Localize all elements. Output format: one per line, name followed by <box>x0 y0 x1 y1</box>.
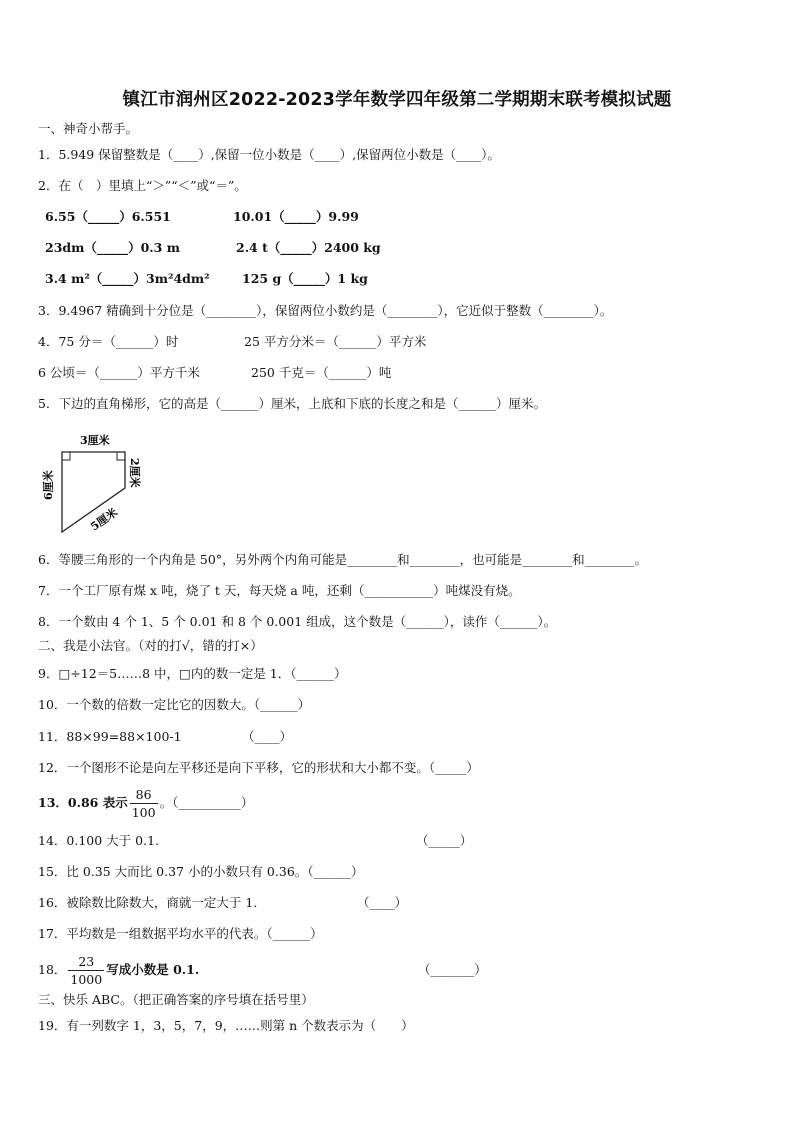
question-2: 2．在（ ）里填上“＞”“＜”或“＝”。 <box>38 178 247 193</box>
q18-suffix: 写成小数是 0.1. <box>106 962 200 977</box>
question-18 <box>38 950 199 990</box>
q18-numerator: 23 <box>68 953 104 971</box>
question-4d: 250 千克＝（______）吨 <box>251 365 392 380</box>
question-10: 10．一个数的倍数一定比它的因数大。（______） <box>38 697 311 712</box>
q2-row-2b: 2.4 t（_____）2400 kg <box>236 240 381 255</box>
question-6: 6．等腰三角形的一个内角是 50°，另外两个内角可能是________和________，也可能是________和________。 <box>38 552 648 567</box>
section-2-heading: 二、我是小法官。（对的打√，错的打×） <box>38 638 263 653</box>
q2-row-1b: 10.01（_____）9.99 <box>233 209 359 224</box>
q2-row-3a: 3.4 m²（_____）3m²4dm² <box>45 271 210 286</box>
question-16: 16．被除数比除数大，商就一定大于 1. <box>38 895 258 910</box>
question-11: 11．88×99=88×100-1 <box>38 729 182 744</box>
question-9: 9．□÷12＝5……8 中，□内的数一定是 1．（______） <box>38 666 347 681</box>
question-4c: 6 公顷＝（______）平方千米 <box>38 365 200 380</box>
q18-denominator: 1000 <box>70 972 103 987</box>
question-16-blank: （____） <box>357 895 408 910</box>
q13-fraction <box>130 786 158 821</box>
q13-denominator: 100 <box>131 805 156 820</box>
question-7: 7．一个工厂原有煤 x 吨，烧了 t 天，每天烧 a 吨，还剩（___________）吨煤没有烧。 <box>38 583 521 598</box>
section-3-heading: 三、快乐 ABC。（把正确答案的序号填在括号里） <box>38 992 314 1007</box>
label-slant: 5厘米 <box>88 505 121 534</box>
question-8: 8．一个数由 4 个 1、5 个 0.01 和 8 个 0.001 组成，这个数是（______），读作（______）。 <box>38 614 557 629</box>
q13-prefix: 13．0.86 表示 <box>38 795 128 810</box>
q2-row-1a: 6.55（_____）6.551 <box>45 209 171 224</box>
label-left: 6厘米 <box>42 470 55 500</box>
question-18-blank: （_______） <box>418 962 487 977</box>
question-3: 3．9.4967 精确到十分位是（________），保留两位小数约是（________），它近似于整数（________）。 <box>38 303 613 318</box>
question-4a: 4．75 分＝（______）时 <box>38 334 179 349</box>
question-14-blank: （_____） <box>416 833 473 848</box>
q2-row-2a: 23dm（_____）0.3 m <box>45 240 180 255</box>
question-5: 5．下边的直角梯形，它的高是（______）厘米，上底和下底的长度之和是（______）厘米。 <box>38 396 546 411</box>
q18-prefix: 18． <box>38 962 67 977</box>
right-angle-top-right <box>117 452 125 460</box>
trapezoid-figure <box>40 428 150 540</box>
q2-row-3b: 125 g（_____）1 kg <box>242 271 368 286</box>
question-4b: 25 平方分米＝（______）平方米 <box>244 334 427 349</box>
question-12: 12．一个图形不论是向左平移还是向下平移，它的形状和大小都不变。（_____） <box>38 760 479 775</box>
q18-fraction <box>68 953 104 988</box>
question-19: 19．有一列数字 1，3，5，7，9，……则第 n 个数表示为（ ） <box>38 1018 414 1033</box>
question-13 <box>38 783 253 823</box>
label-right: 2厘米 <box>128 458 141 488</box>
question-15: 15．比 0.35 大而比 0.37 小的小数只有 0.36。（______） <box>38 864 364 879</box>
page-title: 镇江市润州区2022-2023学年数学四年级第二学期期末联考模拟试题 <box>122 90 672 110</box>
q13-suffix: 。（__________） <box>159 795 254 810</box>
question-14: 14．0.100 大于 0.1. <box>38 833 159 848</box>
right-angle-top-left <box>62 452 70 460</box>
question-17: 17．平均数是一组数据平均水平的代表。（______） <box>38 926 323 941</box>
q13-numerator: 86 <box>130 786 158 804</box>
question-1: 1．5.949 保留整数是（____）,保留一位小数是（____）,保留两位小数是（____）。 <box>38 147 500 162</box>
section-1-heading: 一、神奇小帮手。 <box>38 121 139 136</box>
label-top: 3厘米 <box>80 434 110 447</box>
question-11-blank: （____） <box>242 729 293 744</box>
